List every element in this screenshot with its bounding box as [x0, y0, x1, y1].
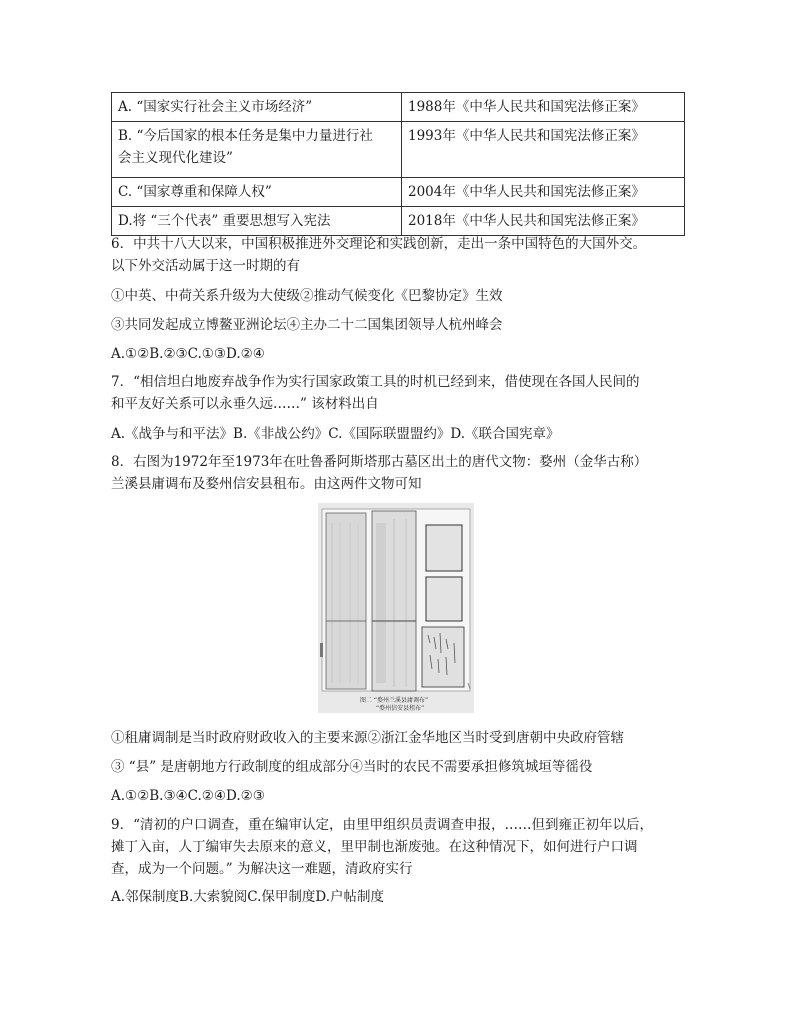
- table-cell: C. “国家尊重和保障人权”: [112, 178, 402, 207]
- question-6-choices: A.①②B.②③C.①③D.②④: [111, 346, 265, 362]
- question-9-choices: A.邻保制度B.大索貌阅C.保甲制度D.户帖制度: [111, 889, 385, 905]
- question-stem: 查，成为一个问题。” 为解决这一难题，清政府实行: [111, 861, 413, 877]
- figure-caption: “婺州信安县租布”: [376, 705, 425, 712]
- question-9: [111, 814, 691, 880]
- question-6-item: ③共同发起成立博鳌亚洲论坛④主办二十二国集团领导人杭州峰会: [111, 317, 503, 333]
- artifact-photo: [318, 503, 474, 713]
- question-stem: 8．右图为1972年至1973年在吐鲁番阿斯塔那古墓区出土的唐代文物：婺州（金华古称）: [111, 454, 648, 470]
- question-8-item: ③ “县” 是唐朝地方行政制度的组成部分④当时的农民不需要承担修筑城垣等徭役: [111, 759, 593, 775]
- question-7: [111, 371, 691, 415]
- question-8-choices: A.①②B.③④C.②④D.②③: [111, 788, 265, 804]
- table-cell: 2004年《中华人民共和国宪法修正案》: [402, 178, 685, 207]
- table-cell: D.将 “三个代表” 重要思想写入宪法: [112, 207, 402, 236]
- question-8: [111, 451, 691, 495]
- table-cell: [112, 122, 402, 178]
- question-stem: 9．“清初的户口调查，重在编审认定，由里甲组织员责调查申报，……但到雍正初年以后，: [111, 817, 653, 833]
- table-row: [112, 93, 685, 122]
- question-7-choices: A.《战争与和平法》B.《非战公约》C.《国际联盟盟约》D.《联合国宪章》: [111, 426, 560, 442]
- question-8-item: ①租庸调制是当时政府财政收入的主要来源②浙江金华地区当时受到唐朝中央政府管辖: [111, 730, 624, 746]
- table-cell: 1988年《中华人民共和国宪法修正案》: [402, 93, 685, 122]
- figure-caption: 图二 “婺州兰溪县庸调布”: [360, 697, 429, 704]
- question-stem: 摊丁入亩，人丁编审失去原来的意义，里甲制也渐废弛。在这种情况下，如何进行户口调: [111, 839, 638, 855]
- question-stem: 以下外交活动属于这一时期的有: [111, 258, 300, 274]
- options-table: [111, 92, 685, 236]
- cell-line: 会主义现代化建设”: [118, 150, 233, 166]
- cell-line: B. “今后国家的根本任务是集中力量进行社: [118, 128, 373, 144]
- question-6: [111, 233, 691, 277]
- table-row: [112, 122, 685, 178]
- table-row: [112, 207, 685, 236]
- question-stem: 6．中共十八大以来，中国积极推进外交理论和实践创新，走出一条中国特色的大国外交。: [111, 236, 647, 252]
- table-cell: A. “国家实行社会主义市场经济”: [112, 93, 402, 122]
- table-cell: 2018年《中华人民共和国宪法修正案》: [402, 207, 685, 236]
- question-stem: 兰溪县庸调布及婺州信安县租布。由这两件文物可知: [111, 476, 422, 492]
- question-stem: 7．“相信坦白地废弃战争作为实行国家政策工具的时机已经到来，借使现在各国人民间的: [111, 374, 640, 390]
- table-row: [112, 178, 685, 207]
- question-stem: 和平友好关系可以永垂久远……” 该材料出自: [111, 396, 379, 412]
- table-cell: 1993年《中华人民共和国宪法修正案》: [402, 122, 685, 178]
- question-6-item: ①中英、中荷关系升级为大使级②推动气候变化《巴黎协定》生效: [111, 288, 503, 304]
